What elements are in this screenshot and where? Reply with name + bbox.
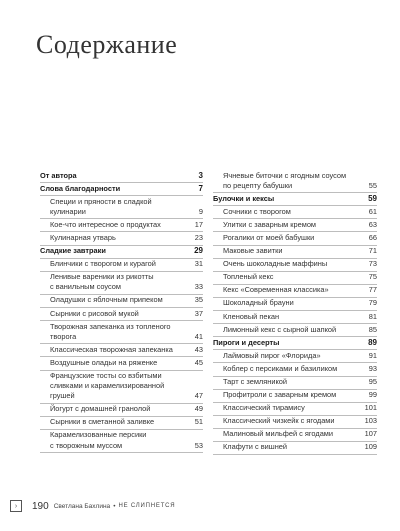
toc-entry xyxy=(213,363,377,376)
toc-entry-title: Ячневые биточки с ягодным соусом по рецепту бабушки xyxy=(223,170,347,190)
toc-entry-title: Сочники с творогом xyxy=(223,206,291,216)
page-title: Содержание xyxy=(36,30,178,59)
toc-right-column xyxy=(213,170,377,455)
toc-entry-title: Классический тирамису xyxy=(223,403,305,413)
toc-entry-page: 41 xyxy=(194,331,203,341)
toc-entry-title: Рогалики от моей бабушки xyxy=(223,232,315,242)
toc-entry-page: 101 xyxy=(364,403,377,413)
toc-entry-title: Блинчики с творогом и курагой xyxy=(50,259,156,269)
toc-entry xyxy=(40,259,203,272)
toc-entry-title: Оладушки с яблочным припеком xyxy=(50,295,163,305)
toc-entry-title: Клафути с вишней xyxy=(223,442,288,452)
toc-entry-title: Классическая творожная запеканка xyxy=(50,344,173,354)
toc-entry-title: Карамелизованные персики с творожным муссом xyxy=(50,430,147,450)
toc-entry-page: 85 xyxy=(368,324,377,334)
toc-entry xyxy=(213,442,377,455)
toc-entry-page: 47 xyxy=(194,391,203,401)
toc-entry-title: Булочки и кексы xyxy=(213,193,275,203)
toc-entry-title: Топленый кекс xyxy=(223,272,274,282)
toc-entry-title: Маковые завитки xyxy=(223,246,283,256)
toc-entry-title: Кое-что интересное о продуктах xyxy=(50,219,161,229)
toc-entry-title: Малиновый мильфей с ягодами xyxy=(223,429,334,439)
toc-entry-title: Воздушные оладьи на ряженке xyxy=(50,357,158,367)
toc-entry-page: 49 xyxy=(194,404,203,414)
toc-entry-title: Коблер с персиками и базиликом xyxy=(223,363,338,373)
toc-entry xyxy=(213,416,377,429)
toc-entry xyxy=(40,357,203,370)
toc-entry-title: Сырники в сметанной заливке xyxy=(50,417,155,427)
toc-entry-page: 103 xyxy=(364,416,377,426)
book-title: НЕ СЛИПНЕТСЯ xyxy=(118,503,176,509)
toc-entry-page: 71 xyxy=(368,246,377,256)
toc-entry-title: Улитки с заварным кремом xyxy=(223,219,317,229)
toc-entry-page: 109 xyxy=(364,442,377,452)
toc-entry-title: Тарт с земляникой xyxy=(223,377,288,386)
toc-entry xyxy=(40,417,203,430)
toc-entry xyxy=(40,232,203,245)
toc-entry xyxy=(213,246,377,259)
toc-entry xyxy=(40,272,203,295)
toc-entry xyxy=(40,295,203,308)
toc-entry xyxy=(40,219,203,232)
toc-entry-page: 79 xyxy=(368,298,377,308)
toc-entry-title: От автора xyxy=(40,170,77,180)
toc-entry-title: Шоколадный брауни xyxy=(223,298,294,308)
toc-entry xyxy=(213,350,377,363)
toc-entry xyxy=(213,390,377,403)
toc-entry-page: 3 xyxy=(198,170,203,180)
toc-entry xyxy=(213,219,377,232)
toc-entry xyxy=(213,259,377,272)
toc-entry-page: 93 xyxy=(368,363,377,373)
toc-entry-page: 37 xyxy=(194,308,203,318)
toc-entry-title: Сырники с рисовой мукой xyxy=(50,308,139,318)
toc-entry-title: Лимонный кекс с сырной шапкой xyxy=(223,324,337,334)
toc-entry xyxy=(40,371,203,404)
toc-entry-title: Кулинарная утварь xyxy=(50,232,116,242)
toc-entry-page: 99 xyxy=(368,390,377,400)
toc-entry xyxy=(213,170,377,193)
toc-entry xyxy=(213,285,377,298)
toc-entry-page: 75 xyxy=(368,272,377,282)
toc-entry-page: 73 xyxy=(368,259,377,269)
page-footer xyxy=(10,497,390,515)
toc-entry xyxy=(40,308,203,321)
toc-entry-page: 7 xyxy=(198,183,203,193)
toc-entry-title: Пироги и десерты xyxy=(213,337,280,347)
toc-entry-page: 45 xyxy=(194,357,203,367)
toc-entry-page: 35 xyxy=(194,295,203,305)
toc-entry-page: 33 xyxy=(194,282,203,292)
toc-entry xyxy=(213,311,377,324)
toc-entry-page: 77 xyxy=(368,285,377,295)
toc-entry-title: Очень шоколадные маффины xyxy=(223,259,328,269)
toc-entry-title: Кекс «Современная классика» xyxy=(223,285,329,295)
toc-entry xyxy=(213,298,377,311)
toc-entry xyxy=(40,196,203,219)
toc-entry-title: Ленивые вареники из рикотты с ванильным соусом xyxy=(50,272,154,292)
toc-entry xyxy=(40,344,203,357)
toc-entry-title: Сладкие завтраки xyxy=(40,246,106,256)
toc-entry-page: 31 xyxy=(194,259,203,269)
toc-entry xyxy=(213,324,377,337)
toc-entry-title: Слова благодарности xyxy=(40,183,121,193)
toc-entry xyxy=(213,429,377,442)
toc-section xyxy=(40,246,203,259)
toc-entry-title: Классический чизкейк с ягодами xyxy=(223,416,335,426)
toc-entry-page: 66 xyxy=(368,232,377,242)
toc-entry-page: 107 xyxy=(364,429,377,439)
toc-entry-page: 63 xyxy=(368,219,377,229)
toc-entry-page: 55 xyxy=(368,180,377,190)
toc-entry-title: Творожная запеканка из топленого творога xyxy=(50,321,171,341)
toc-entry xyxy=(213,272,377,285)
toc-entry xyxy=(40,430,203,453)
toc-entry-page: 95 xyxy=(368,377,377,386)
toc-entry-page: 91 xyxy=(368,350,377,360)
toc-entry-page: 17 xyxy=(194,219,203,229)
toc-entry-title: Кленовый пекан xyxy=(223,311,280,321)
page-number: 190 xyxy=(32,500,49,512)
toc-left-column xyxy=(40,170,203,453)
toc-section xyxy=(40,183,203,196)
toc-entry xyxy=(213,206,377,219)
toc-entry xyxy=(213,403,377,416)
footer-separator: • xyxy=(113,502,116,510)
toc-entry-title: Йогурт с домашней гранолой xyxy=(50,404,151,414)
toc-entry-page: 89 xyxy=(368,337,377,347)
toc-entry xyxy=(213,377,377,390)
toc-entry-page: 43 xyxy=(194,344,203,354)
arrow-right-icon: › xyxy=(10,500,22,512)
toc-entry-title: Профитроли с заварным кремом xyxy=(223,390,337,400)
toc-section xyxy=(213,193,377,206)
toc-entry-page: 9 xyxy=(198,206,203,216)
toc-entry xyxy=(40,404,203,417)
toc-entry-page: 23 xyxy=(194,232,203,242)
toc-entry xyxy=(213,232,377,245)
toc-entry-title: Французские тосты со взбитыми сливками и карамелизированной грушей xyxy=(50,371,165,401)
toc-entry xyxy=(40,321,203,344)
author-name: Светлана Бахлина xyxy=(53,502,111,510)
toc-entry-page: 81 xyxy=(368,311,377,321)
toc-section xyxy=(40,170,203,183)
toc-entry-page: 59 xyxy=(368,193,377,203)
toc-entry-page: 61 xyxy=(368,206,377,216)
toc-entry-title: Лаймовый пирог «Флорида» xyxy=(223,350,321,360)
toc-entry-page: 51 xyxy=(194,417,203,427)
toc-entry-page: 29 xyxy=(194,246,203,256)
toc-entry-title: Специи и пряности в сладкой кулинарии xyxy=(50,196,152,216)
toc-entry-page: 53 xyxy=(194,440,203,450)
toc-section xyxy=(213,337,377,350)
